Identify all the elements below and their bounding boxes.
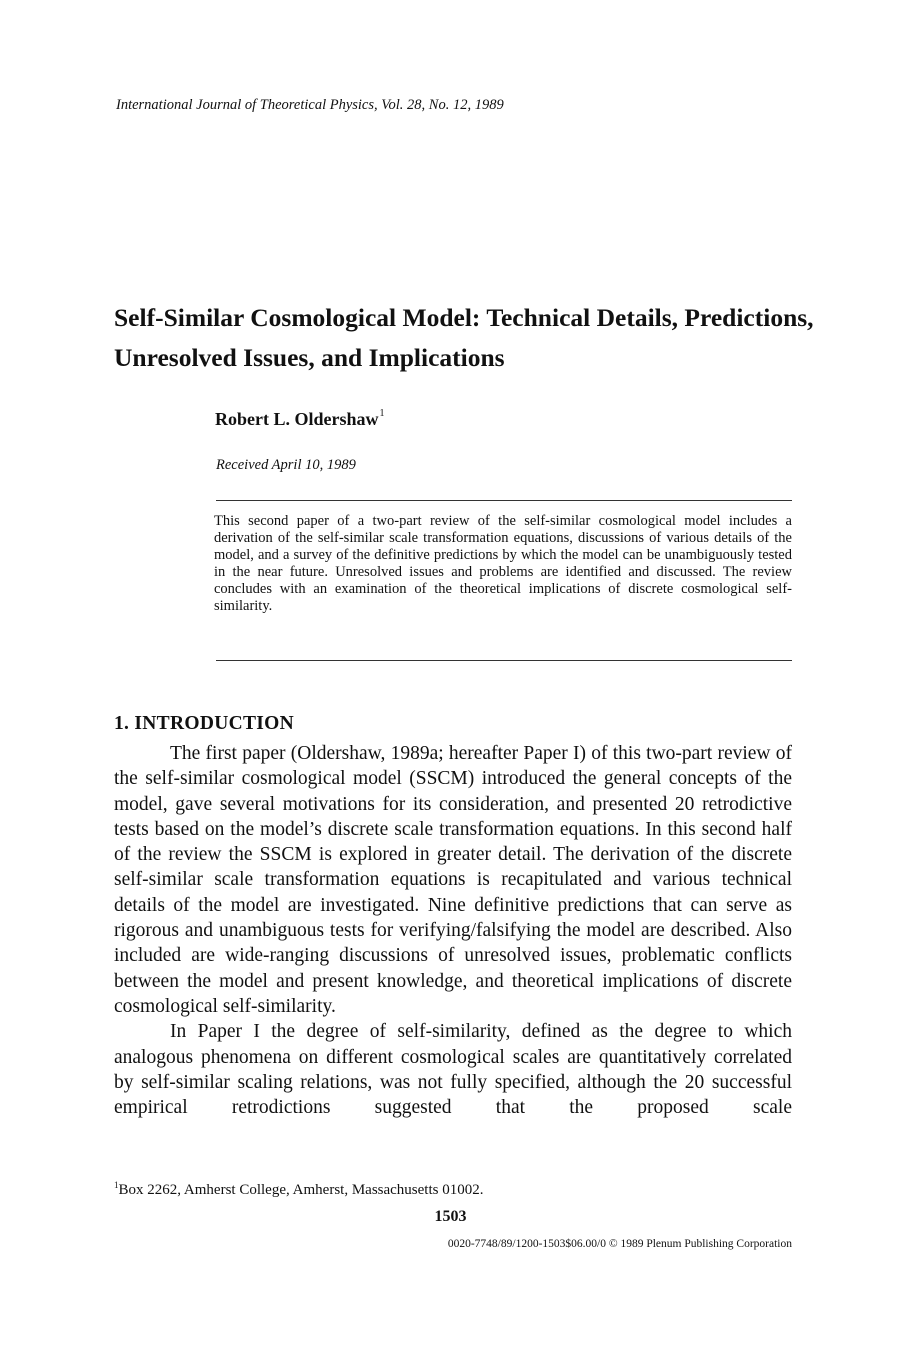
received-date: Received April 10, 1989	[216, 457, 356, 473]
author-line	[215, 408, 385, 430]
abstract-bottom-rule	[216, 660, 792, 661]
author-footnote-mark: 1	[379, 408, 385, 419]
section-heading: 1. INTRODUCTION	[114, 713, 295, 734]
paragraph: In Paper I the degree of self-similarity, defined as the degree to which analogous phenomena on different cosmological scales are quantitatively correlated by self-similar scaling relations, was not fully specified, although the 20 successful empirical retrodictions suggested that the proposed scale	[114, 1021, 792, 1119]
footnote-mark: 1	[114, 1180, 119, 1190]
paragraph: The first paper (Oldershaw, 1989a; hereafter Paper I) of this two-part review of the self-similar cosmological model (SSCM) introduced the general concepts of the model, gave several motivations for its consideration, and presented 20 retrodictive tests based on the model’s discrete scale transformation equations. In this second half of the review the SSCM is explored in greater detail. The derivation of the discrete self-similar scale transformation equations is recapitulated and various technical details of the model are investigated. Nine definitive predictions that can serve as rigorous and unambiguous tests for verifying/falsifying the model are described. Also included are wide-ranging discussions of unresolved issues, problematic conflicts between the model and present knowledge, and theoretical implications of discrete cosmological self-similarity.	[114, 743, 792, 1017]
paper-title: Self-Similar Cosmological Model: Technical Details, Predictions, Unresolved Issues, and Implications	[114, 303, 814, 372]
copyright-line: 0020-7748/89/1200-1503$06.00/0 © 1989 Plenum Publishing Corporation	[447, 1238, 792, 1250]
body-text	[114, 741, 792, 1120]
abstract: This second paper of a two-part review of the self-similar cosmological model includes a derivation of the self-similar scale transformation equations, discussions of various details of the model, and a survey of the definitive predictions by which the model can be unambiguously tested in the near future. Unresolved issues and problems are identified and discussed. The review concludes with an examination of the theoretical implications of discrete cosmological self-similarity.	[214, 513, 792, 614]
footnote-text: Box 2262, Amherst College, Amherst, Massachusetts 01002.	[118, 1182, 484, 1198]
page-number: 1503	[434, 1208, 467, 1225]
abstract-top-rule	[216, 500, 792, 501]
journal-citation: International Journal of Theoretical Physics, Vol. 28, No. 12, 1989	[116, 97, 504, 113]
author-name: Robert L. Oldershaw	[215, 409, 379, 429]
footnote	[114, 1180, 483, 1199]
